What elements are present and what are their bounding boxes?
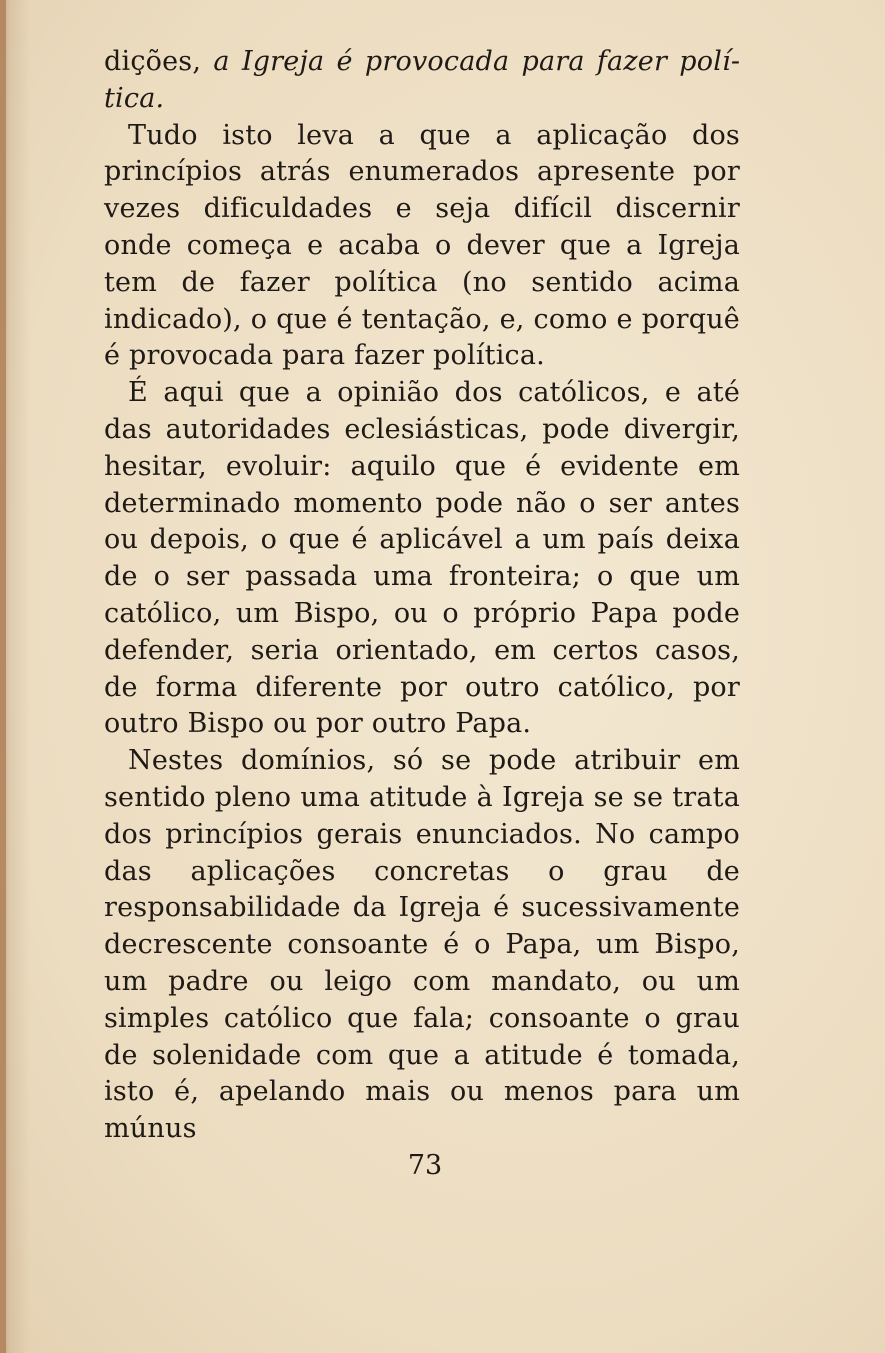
italic-emphasis: a Igreja é provocada para fazer política. xyxy=(104,46,740,114)
body-text xyxy=(104,44,740,1148)
paragraph-lead: dições, xyxy=(104,46,214,77)
paragraph-continuation xyxy=(104,44,740,118)
paragraph: Tudo isto leva a que a aplicação dos princípios atrás enumerados apresente por vezes dificuldades e seja difícil discernir onde começa e acaba o dever que a Igreja tem de fazer política (no sentido acima indicado), o que é tentação, e, como e porquê é provocada para fazer política. xyxy=(104,119,740,372)
paragraph: É aqui que a opinião dos católicos, e até das autoridades eclesiásticas, pode divergir, hesitar, evoluir: aquilo que é evidente em determinado momento pode não o ser antes ou depois, o que é aplicável a um país deixa de o ser passada uma fronteira; o que um católico, um Bispo, ou o próprio Papa pode defender, seria orientado, em certos casos, de forma diferente por outro católico, por outro Bispo ou por outro Papa. xyxy=(104,377,740,740)
paragraph: Nestes domínios, só se pode atribuir em sentido pleno uma atitude à Igreja se se trata dos princípios gerais enunciados. No campo das aplicações concretas o grau de responsabilidade da Igreja é sucessivamente decrescente consoante é o Papa, um Bispo, um padre ou leigo com mandato, ou um simples católico que fala; consoante o grau de solenidade com que a atitude é tomada, isto é, apelando mais ou menos para um múnus xyxy=(104,745,740,1145)
page-number: 73 xyxy=(407,1150,443,1181)
